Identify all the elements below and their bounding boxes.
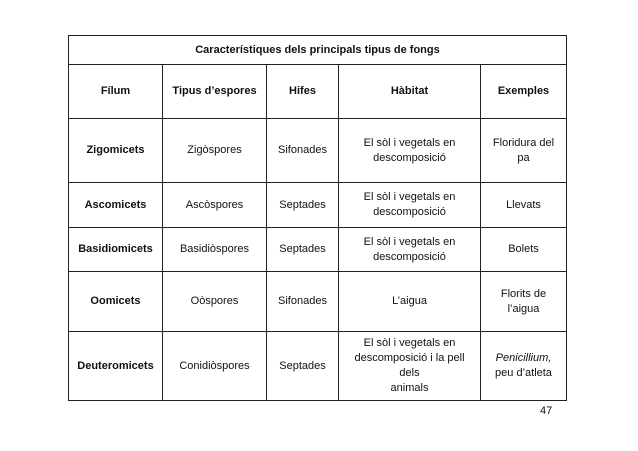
habitat-line: descomposició i la pell dels [354,352,465,379]
hyphae-cell: Sifonades [267,119,339,183]
habitat-line: El sòl i vegetals en [363,191,456,203]
examples-cell [481,332,567,401]
header-habitat: Hàbitat [339,65,481,119]
phylum-cell: Basidiomicets [69,228,163,272]
hyphae-cell: Septades [267,332,339,401]
habitat-cell [339,228,481,272]
examples-line: Bolets [508,243,539,255]
page-number: 47 [540,405,553,417]
examples-line-italic: Penicillium, [495,352,552,364]
table-title: Característiques dels principals tipus de fongs [69,36,567,65]
habitat-line: El sòl i vegetals en [363,136,456,149]
hyphae-cell: Sifonades [267,272,339,332]
examples-line: peu d’atleta [495,367,552,379]
habitat-line: El sòl i vegetals en [363,235,456,248]
phylum-cell: Ascomicets [69,183,163,228]
spores-cell: Conidiòspores [163,332,267,401]
examples-cell [481,183,567,228]
spores-cell: Ascòspores [163,183,267,228]
examples-line: l’aigua [507,302,540,315]
examples-line: pa [517,151,530,164]
examples-line: Floridura del [492,136,555,149]
habitat-line: animals [390,382,429,394]
examples-cell [481,272,567,332]
phylum-cell: Oomicets [69,272,163,332]
hyphae-cell: Septades [267,228,339,272]
header-examples: Exemples [481,65,567,119]
phylum-cell: Deuteromicets [69,332,163,401]
header-phylum: Fílum [69,65,163,119]
examples-line: Florits de [500,287,547,300]
table-row [69,332,567,401]
header-hyphae: Hifes [267,65,339,119]
habitat-cell [339,272,481,332]
examples-cell [481,228,567,272]
table-row [69,119,567,183]
fungi-characteristics-table [68,35,567,401]
habitat-line: descomposició [373,206,446,218]
table-row [69,228,567,272]
habitat-cell [339,183,481,228]
spores-cell: Basidiòspores [163,228,267,272]
table-row [69,183,567,228]
habitat-line: descomposició [373,151,446,164]
spores-cell: Zigòspores [163,119,267,183]
habitat-line: El sòl i vegetals en [363,337,456,349]
table-header-row [69,65,567,119]
habitat-cell [339,119,481,183]
hyphae-cell: Septades [267,183,339,228]
table-row [69,272,567,332]
examples-cell [481,119,567,183]
phylum-cell: Zigomicets [69,119,163,183]
habitat-cell [339,332,481,401]
spores-cell: Oòspores [163,272,267,332]
habitat-line: descomposició [373,250,446,263]
habitat-line: L’aigua [392,295,427,307]
header-spore-type: Tipus d’espores [163,65,267,119]
examples-line: Llevats [506,198,541,211]
